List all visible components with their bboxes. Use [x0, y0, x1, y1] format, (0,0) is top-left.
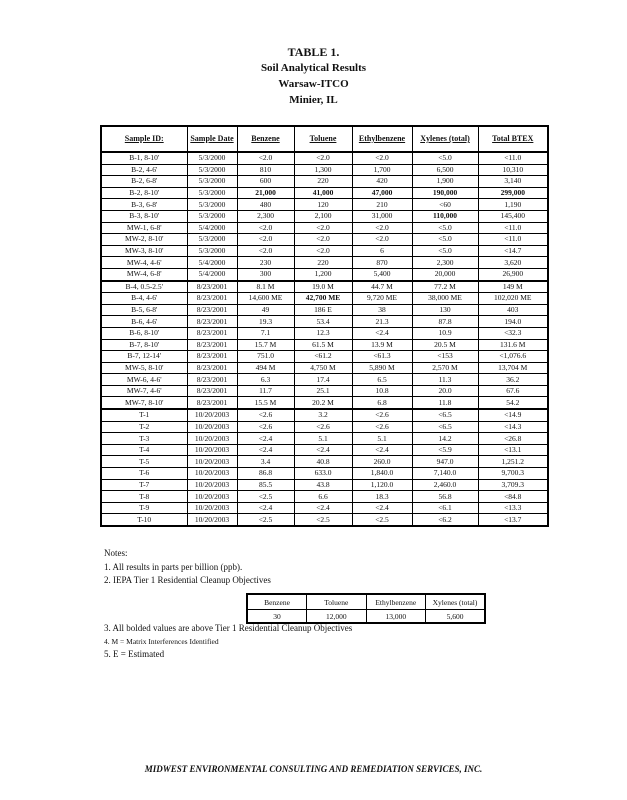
value-cell: 6.6 [294, 491, 352, 503]
value-cell: 13.9 M [352, 339, 412, 351]
sample-date-cell: 8/23/2001 [187, 293, 237, 305]
cleanup-value: 12,000 [307, 610, 367, 624]
value-cell: 19.3 [237, 316, 294, 328]
value-cell: 20.5 M [412, 339, 478, 351]
value-cell: <11.0 [478, 222, 548, 234]
value-cell: <61.3 [352, 351, 412, 363]
value-cell: 149 M [478, 281, 548, 293]
sample-date-cell: 8/23/2001 [187, 351, 237, 363]
sample-date-cell: 5/3/2000 [187, 210, 237, 222]
table-row [101, 468, 548, 480]
value-cell: 102,020 ME [478, 293, 548, 305]
note-2: 2. IEPA Tier 1 Residential Cleanup Objectives [104, 575, 271, 585]
value-cell: 6.5 [352, 374, 412, 386]
note-3: 3. All bolded values are above Tier 1 Residential Cleanup Objectives [104, 623, 353, 633]
sample-id-cell: MW-3, 8-10' [101, 245, 187, 257]
value-cell: 8.1 M [237, 281, 294, 293]
value-cell: <2.0 [294, 245, 352, 257]
value-cell: <61.2 [294, 351, 352, 363]
table-number: TABLE 1. [287, 45, 340, 59]
value-cell: 1,251.2 [478, 456, 548, 468]
cleanup-objectives-table [246, 593, 486, 624]
value-cell: <6.5 [412, 409, 478, 421]
value-cell: <60 [412, 199, 478, 211]
value-cell: 2,570 M [412, 362, 478, 374]
value-cell: 44.7 M [352, 281, 412, 293]
table-row [101, 374, 548, 386]
sample-date-cell: 10/20/2003 [187, 479, 237, 491]
soil-results-table [100, 125, 549, 527]
value-cell: <2.0 [237, 245, 294, 257]
value-cell: 130 [412, 304, 478, 316]
table-row [101, 293, 548, 305]
value-cell: <2.5 [352, 514, 412, 526]
column-header: Benzene [237, 126, 294, 152]
sample-date-cell: 5/3/2000 [187, 234, 237, 246]
sample-date-cell: 5/3/2000 [187, 187, 237, 199]
value-cell: 49 [237, 304, 294, 316]
value-cell: <153 [412, 351, 478, 363]
value-cell: 870 [352, 257, 412, 269]
value-cell: <2.0 [237, 234, 294, 246]
value-cell: 54.2 [478, 397, 548, 409]
value-cell: 2,300 [412, 257, 478, 269]
value-cell: 6.8 [352, 397, 412, 409]
value-cell: <2.4 [294, 502, 352, 514]
cleanup-value: 30 [247, 610, 307, 624]
table-row [101, 444, 548, 456]
cleanup-header: Benzene [247, 594, 307, 610]
table-row [101, 257, 548, 269]
value-cell: 3.4 [237, 456, 294, 468]
value-cell: 230 [237, 257, 294, 269]
value-cell: <6.1 [412, 502, 478, 514]
sample-id-cell: MW-4, 6-8' [101, 268, 187, 280]
value-cell: 56.8 [412, 491, 478, 503]
value-cell: 299,000 [478, 187, 548, 199]
value-cell: 13,704 M [478, 362, 548, 374]
value-cell: 18.3 [352, 491, 412, 503]
sample-date-cell: 8/23/2001 [187, 316, 237, 328]
column-header: Total BTEX [478, 126, 548, 152]
table-row [101, 210, 548, 222]
value-cell: 1,900 [412, 176, 478, 188]
value-cell: <2.0 [294, 234, 352, 246]
value-cell: <26.8 [478, 433, 548, 445]
sample-id-cell: MW-2, 8-10' [101, 234, 187, 246]
table-row [101, 421, 548, 433]
sample-id-cell: B-3, 6-8' [101, 199, 187, 211]
table-row [101, 316, 548, 328]
table-row [101, 268, 548, 280]
value-cell: <2.4 [352, 444, 412, 456]
value-cell: <32.3 [478, 327, 548, 339]
value-cell: <14.7 [478, 245, 548, 257]
value-cell: 20.2 M [294, 397, 352, 409]
value-cell: 6.3 [237, 374, 294, 386]
value-cell: 403 [478, 304, 548, 316]
value-cell: <2.4 [237, 502, 294, 514]
sample-id-cell: B-2, 4-6' [101, 164, 187, 176]
value-cell: <2.6 [294, 421, 352, 433]
value-cell: 6 [352, 245, 412, 257]
value-cell: 300 [237, 268, 294, 280]
value-cell: 15.5 M [237, 397, 294, 409]
value-cell: 77.2 M [412, 281, 478, 293]
value-cell: 86.8 [237, 468, 294, 480]
sample-id-cell: B-3, 8-10' [101, 210, 187, 222]
value-cell: 2,100 [294, 210, 352, 222]
value-cell: 61.5 M [294, 339, 352, 351]
table-row [101, 281, 548, 293]
sample-date-cell: 10/20/2003 [187, 421, 237, 433]
sample-date-cell: 10/20/2003 [187, 491, 237, 503]
value-cell: <14.9 [478, 409, 548, 421]
value-cell: 1,300 [294, 164, 352, 176]
value-cell: <2.6 [237, 421, 294, 433]
table-row [101, 152, 548, 164]
value-cell: 751.0 [237, 351, 294, 363]
value-cell: <6.5 [412, 421, 478, 433]
table-row [101, 385, 548, 397]
value-cell: 4,750 M [294, 362, 352, 374]
sample-id-cell: T-9 [101, 502, 187, 514]
value-cell: <2.5 [237, 491, 294, 503]
notes-heading: Notes: [104, 548, 128, 558]
value-cell: 17.4 [294, 374, 352, 386]
value-cell: <1,076.6 [478, 351, 548, 363]
value-cell: 131.6 M [478, 339, 548, 351]
sample-id-cell: T-1 [101, 409, 187, 421]
table-row [101, 514, 548, 526]
value-cell: 220 [294, 257, 352, 269]
value-cell: 494 M [237, 362, 294, 374]
table-row [101, 362, 548, 374]
value-cell: 1,840.0 [352, 468, 412, 480]
value-cell: <2.6 [352, 409, 412, 421]
sample-id-cell: B-2, 8-10' [101, 187, 187, 199]
value-cell: 21,000 [237, 187, 294, 199]
value-cell: 47,000 [352, 187, 412, 199]
note-1: 1. All results in parts per billion (ppb). [104, 562, 243, 572]
value-cell: 420 [352, 176, 412, 188]
column-header: Sample ID: [101, 126, 187, 152]
sample-date-cell: 5/3/2000 [187, 164, 237, 176]
value-cell: 11.3 [412, 374, 478, 386]
value-cell: 87.8 [412, 316, 478, 328]
sample-date-cell: 10/20/2003 [187, 409, 237, 421]
sample-id-cell: B-2, 6-8' [101, 176, 187, 188]
value-cell: 220 [294, 176, 352, 188]
sample-date-cell: 5/4/2000 [187, 257, 237, 269]
column-header: Sample Date [187, 126, 237, 152]
value-cell: 10.9 [412, 327, 478, 339]
sample-id-cell: T-7 [101, 479, 187, 491]
sample-id-cell: T-3 [101, 433, 187, 445]
sample-id-cell: B-6, 8-10' [101, 327, 187, 339]
value-cell: 38 [352, 304, 412, 316]
sample-date-cell: 10/20/2003 [187, 514, 237, 526]
site-name: Warsaw-ITCO [278, 78, 349, 90]
sample-date-cell: 5/4/2000 [187, 222, 237, 234]
sample-date-cell: 10/20/2003 [187, 456, 237, 468]
sample-id-cell: T-2 [101, 421, 187, 433]
value-cell: 633.0 [294, 468, 352, 480]
value-cell: <2.0 [237, 152, 294, 164]
sample-date-cell: 5/3/2000 [187, 199, 237, 211]
value-cell: <13.1 [478, 444, 548, 456]
table-row [101, 164, 548, 176]
value-cell: 3,140 [478, 176, 548, 188]
value-cell: 10.8 [352, 385, 412, 397]
value-cell: <2.0 [352, 152, 412, 164]
value-cell: <5.0 [412, 234, 478, 246]
value-cell: <11.0 [478, 152, 548, 164]
value-cell: <5.9 [412, 444, 478, 456]
company-footer: MIDWEST ENVIRONMENTAL CONSULTING AND REMEDIATION SERVICES, INC. [144, 764, 483, 774]
value-cell: 260.0 [352, 456, 412, 468]
value-cell: 186 E [294, 304, 352, 316]
value-cell: 1,700 [352, 164, 412, 176]
sample-date-cell: 10/20/2003 [187, 433, 237, 445]
note-5: 5. E = Estimated [104, 649, 165, 659]
value-cell: 15.7 M [237, 339, 294, 351]
value-cell: 7.1 [237, 327, 294, 339]
value-cell: 1,200 [294, 268, 352, 280]
value-cell: 9,700.3 [478, 468, 548, 480]
value-cell: <13.3 [478, 502, 548, 514]
sample-id-cell: T-10 [101, 514, 187, 526]
value-cell: 41,000 [294, 187, 352, 199]
cleanup-header: Xylenes (total) [426, 594, 486, 610]
column-header: Toluene [294, 126, 352, 152]
value-cell: 38,000 ME [412, 293, 478, 305]
value-cell: <2.0 [294, 222, 352, 234]
table-row [101, 351, 548, 363]
table-row [101, 339, 548, 351]
value-cell: <2.6 [237, 409, 294, 421]
sample-id-cell: MW-4, 4-6' [101, 257, 187, 269]
value-cell: 110,000 [412, 210, 478, 222]
value-cell: 5,890 M [352, 362, 412, 374]
cleanup-value: 13,000 [366, 610, 426, 624]
sample-date-cell: 8/23/2001 [187, 362, 237, 374]
value-cell: 5.1 [352, 433, 412, 445]
value-cell: <2.0 [237, 222, 294, 234]
value-cell: 120 [294, 199, 352, 211]
value-cell: 11.8 [412, 397, 478, 409]
sample-date-cell: 8/23/2001 [187, 281, 237, 293]
table-row [101, 397, 548, 409]
table-row [101, 187, 548, 199]
table-row [101, 199, 548, 211]
sample-date-cell: 5/3/2000 [187, 176, 237, 188]
sample-date-cell: 10/20/2003 [187, 502, 237, 514]
sample-date-cell: 5/3/2000 [187, 245, 237, 257]
value-cell: <2.4 [294, 444, 352, 456]
table-row [101, 479, 548, 491]
table-row [101, 234, 548, 246]
value-cell: 20,000 [412, 268, 478, 280]
value-cell: <84.8 [478, 491, 548, 503]
value-cell: <13.7 [478, 514, 548, 526]
value-cell: <2.4 [237, 433, 294, 445]
value-cell: <2.4 [352, 327, 412, 339]
sample-date-cell: 8/23/2001 [187, 327, 237, 339]
value-cell: 600 [237, 176, 294, 188]
table-row [101, 409, 548, 421]
table-row [101, 433, 548, 445]
column-header: Ethylbenzene [352, 126, 412, 152]
value-cell: 7,140.0 [412, 468, 478, 480]
value-cell: <2.5 [294, 514, 352, 526]
value-cell: 3,709.3 [478, 479, 548, 491]
sample-id-cell: MW-1, 6-8' [101, 222, 187, 234]
sample-id-cell: B-7, 12-14' [101, 351, 187, 363]
value-cell: <5.0 [412, 245, 478, 257]
value-cell: <2.4 [237, 444, 294, 456]
value-cell: 810 [237, 164, 294, 176]
sample-date-cell: 5/4/2000 [187, 268, 237, 280]
value-cell: <2.6 [352, 421, 412, 433]
value-cell: 67.6 [478, 385, 548, 397]
value-cell: 6,500 [412, 164, 478, 176]
sample-date-cell: 8/23/2001 [187, 385, 237, 397]
value-cell: 21.3 [352, 316, 412, 328]
sample-id-cell: T-6 [101, 468, 187, 480]
value-cell: 40.8 [294, 456, 352, 468]
value-cell: 12.3 [294, 327, 352, 339]
value-cell: <6.2 [412, 514, 478, 526]
value-cell: 145,400 [478, 210, 548, 222]
sample-id-cell: T-8 [101, 491, 187, 503]
column-header: Xylenes (total) [412, 126, 478, 152]
sample-id-cell: T-4 [101, 444, 187, 456]
value-cell: 5,400 [352, 268, 412, 280]
table-row [101, 176, 548, 188]
value-cell: 53.4 [294, 316, 352, 328]
value-cell: <2.0 [352, 222, 412, 234]
value-cell: <5.0 [412, 222, 478, 234]
sample-id-cell: MW-7, 8-10' [101, 397, 187, 409]
table-title: Soil Analytical Results [260, 62, 367, 74]
cleanup-value: 5,600 [426, 610, 486, 624]
value-cell: 1,120.0 [352, 479, 412, 491]
value-cell: 194.0 [478, 316, 548, 328]
cleanup-header: Ethylbenzene [366, 594, 426, 610]
value-cell: 11.7 [237, 385, 294, 397]
table-row [101, 245, 548, 257]
sample-date-cell: 10/20/2003 [187, 444, 237, 456]
value-cell: 210 [352, 199, 412, 211]
value-cell: 5.1 [294, 433, 352, 445]
value-cell: <2.0 [294, 152, 352, 164]
value-cell: 1,190 [478, 199, 548, 211]
table-row [101, 222, 548, 234]
value-cell: 36.2 [478, 374, 548, 386]
sample-date-cell: 5/3/2000 [187, 152, 237, 164]
table-row [101, 491, 548, 503]
value-cell: <2.4 [352, 502, 412, 514]
sample-date-cell: 8/23/2001 [187, 397, 237, 409]
sample-id-cell: MW-6, 4-6' [101, 374, 187, 386]
value-cell: 10,310 [478, 164, 548, 176]
value-cell: 480 [237, 199, 294, 211]
sample-id-cell: B-5, 6-8' [101, 304, 187, 316]
value-cell: 14.2 [412, 433, 478, 445]
value-cell: 31,000 [352, 210, 412, 222]
value-cell: 947.0 [412, 456, 478, 468]
value-cell: 25.1 [294, 385, 352, 397]
value-cell: 26,900 [478, 268, 548, 280]
value-cell: 190,000 [412, 187, 478, 199]
sample-id-cell: B-7, 8-10' [101, 339, 187, 351]
value-cell: 43.8 [294, 479, 352, 491]
sample-id-cell: B-4, 0.5-2.5' [101, 281, 187, 293]
value-cell: 2,460.0 [412, 479, 478, 491]
sample-id-cell: B-1, 8-10' [101, 152, 187, 164]
sample-date-cell: 8/23/2001 [187, 374, 237, 386]
table-row [101, 304, 548, 316]
cleanup-header: Toluene [307, 594, 367, 610]
sample-date-cell: 8/23/2001 [187, 339, 237, 351]
table-row [101, 327, 548, 339]
value-cell: 2,300 [237, 210, 294, 222]
sample-id-cell: B-6, 4-6' [101, 316, 187, 328]
value-cell: 20.0 [412, 385, 478, 397]
site-location: Minier, IL [289, 94, 338, 106]
sample-date-cell: 8/23/2001 [187, 304, 237, 316]
value-cell: <2.0 [352, 234, 412, 246]
table-row [101, 502, 548, 514]
sample-id-cell: T-5 [101, 456, 187, 468]
value-cell: <14.3 [478, 421, 548, 433]
sample-date-cell: 10/20/2003 [187, 468, 237, 480]
sample-id-cell: MW-7, 4-6' [101, 385, 187, 397]
value-cell: <5.0 [412, 152, 478, 164]
value-cell: 42,700 ME [294, 293, 352, 305]
value-cell: <2.5 [237, 514, 294, 526]
sample-id-cell: MW-5, 8-10' [101, 362, 187, 374]
value-cell: 9,720 ME [352, 293, 412, 305]
value-cell: 14,600 ME [237, 293, 294, 305]
value-cell: 19.0 M [294, 281, 352, 293]
value-cell: 3.2 [294, 409, 352, 421]
value-cell: 85.5 [237, 479, 294, 491]
value-cell: 3,620 [478, 257, 548, 269]
sample-id-cell: B-4, 4-6' [101, 293, 187, 305]
value-cell: <11.0 [478, 234, 548, 246]
table-row [101, 456, 548, 468]
note-4: 4. M = Matrix Interferences Identified [104, 637, 219, 646]
